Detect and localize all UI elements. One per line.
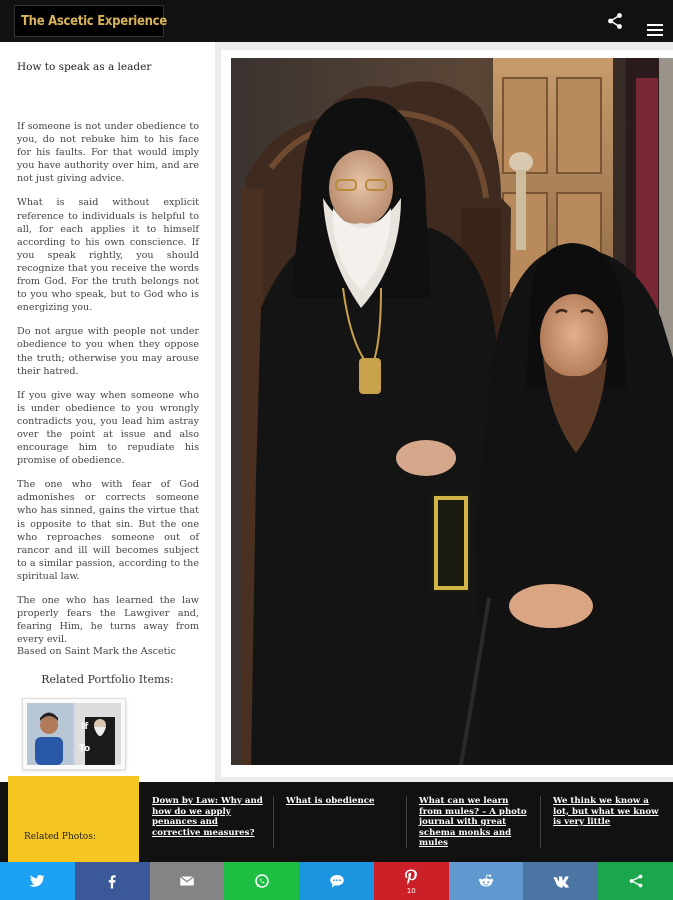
divider	[540, 796, 541, 848]
site-name: The Ascetic Experience	[21, 13, 167, 29]
related-link[interactable]: Down by Law: Why and how do we apply penances and corrective measures?	[152, 796, 263, 838]
svg-text:To: To	[79, 744, 91, 754]
divider	[406, 796, 407, 848]
twitter-share-button[interactable]	[0, 862, 75, 900]
vk-icon	[552, 872, 570, 890]
article-paragraph: Do not argue with people not under obedience to you when they oppose the truth; otherwise you may arouse their hatred.	[17, 326, 199, 377]
article-paragraph: The one who with fear of God admonishes or corrects someone who has sinned, gains the virtue that is opposite to that sin. But the one who reproaches someone out of rancor and ill will becomes subject to a similar passion, according to the spiritual law.	[17, 479, 199, 582]
twitter-icon	[28, 872, 46, 890]
pinterest-share-button[interactable]	[374, 862, 449, 900]
article-paragraph: If someone is not under obedience to you, do not rebuke him to his face for his faults. For that would imply you have authority over him, and are not just giving advice.	[17, 121, 199, 185]
whatsapp-icon	[253, 872, 271, 890]
whatsapp-share-button[interactable]	[224, 862, 299, 900]
related-portfolio-thumbnail[interactable]	[22, 698, 126, 770]
hamburger-menu-icon[interactable]	[647, 24, 663, 36]
svg-text:If: If	[81, 722, 89, 732]
article-panel	[0, 42, 215, 782]
related-photos-tile	[8, 776, 139, 864]
related-link[interactable]: We think we know a lot, but what we know is very little	[553, 796, 659, 827]
sharethis-share-button[interactable]	[598, 862, 673, 900]
article-source: Based on Saint Mark the Ascetic	[17, 646, 176, 657]
article-title: How to speak as a leader	[17, 61, 152, 73]
top-bar	[0, 0, 673, 42]
sharethis-icon	[627, 872, 645, 890]
divider	[273, 796, 274, 848]
pinterest-icon	[402, 868, 420, 886]
thumbnail-image	[27, 703, 121, 765]
sms-share-button[interactable]	[299, 862, 374, 900]
reddit-share-button[interactable]	[449, 862, 524, 900]
related-link[interactable]: What is obedience	[286, 796, 375, 806]
share-icon[interactable]	[606, 12, 624, 30]
email-icon	[178, 872, 196, 890]
article-paragraph: What is said without explicit reference to individuals is helpful to all, for each applies it to himself according to his own conscience. If you speak rightly, you should recognize that you receive the words from God. For the truth belongs not to you who speak, but to God who is energizing you.	[17, 197, 199, 314]
related-link[interactable]: What can we learn from mules? – A photo journal with great schema monks and mules	[419, 796, 527, 848]
article-body	[17, 120, 199, 657]
article-paragraph: If you give way when someone who is under obedience to you wrongly contradicts you, you lead him astray over the point at issue and also encourage him to repudiate his promise of obedience.	[17, 389, 199, 467]
social-share-bar	[0, 862, 673, 900]
facebook-share-button[interactable]	[75, 862, 150, 900]
related-portfolio-heading: Related Portfolio Items:	[41, 673, 174, 686]
pinterest-count: 10	[406, 887, 416, 895]
facebook-icon	[103, 872, 121, 890]
monks-photo[interactable]	[231, 58, 673, 765]
reddit-icon	[477, 872, 495, 890]
email-share-button[interactable]	[150, 862, 225, 900]
vk-share-button[interactable]	[523, 862, 598, 900]
chat-bubble-icon	[328, 872, 346, 890]
site-logo[interactable]	[14, 5, 167, 37]
related-photos-label: Related Photos:	[24, 832, 96, 842]
article-paragraph: The one who has learned the law properly fears the Lawgiver and, fearing Him, he turns away from every evil.	[17, 595, 199, 646]
